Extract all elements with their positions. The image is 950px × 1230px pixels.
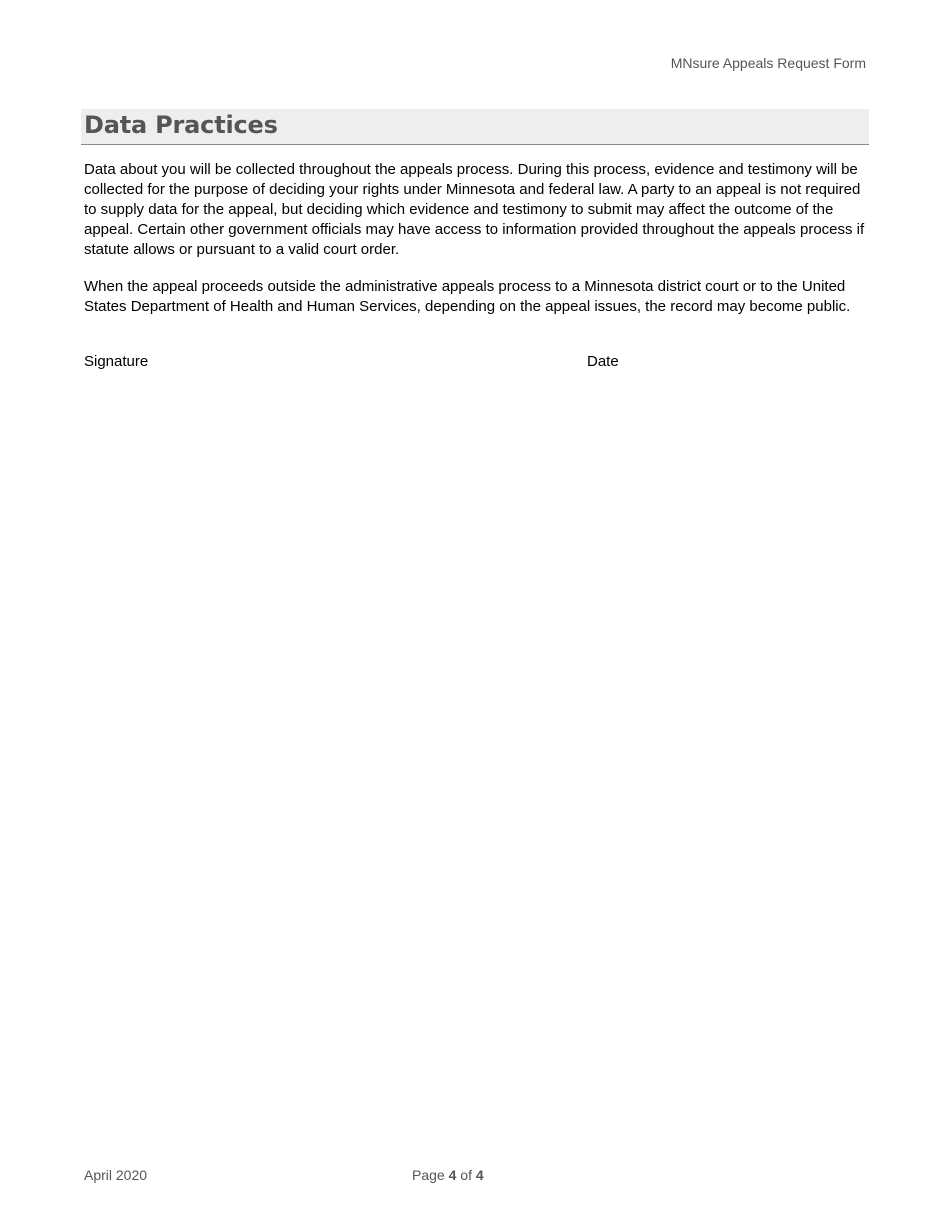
page-header-title: MNsure Appeals Request Form [670,55,866,71]
page-number [412,1167,484,1183]
section-header [81,109,869,145]
signature-label: Signature [84,353,149,370]
page-prefix: Page [412,1167,445,1183]
data-practices-paragraph-1: Data about you will be collected throughout the appeals process. During this process, evidence and testimony will be collected for the purpose of deciding your rights under Minnesota and federal law. A party to an appeal is not required to supply data for the appeal, but deciding which evidence and testimony to submit may affect the outcome of the appeal. Certain other government officials may have access to information provided throughout the appeals process if statute allows or pursuant to a valid court order. [84,161,865,258]
date-label: Date [587,353,619,370]
footer-date: April 2020 [84,1167,148,1183]
data-practices-paragraph-2: When the appeal proceeds outside the administrative appeals process to a Minnesota district court or to the United States Department of Health and Human Services, depending on the appeal issues, the record may become public. [84,278,851,315]
page-separator: of [460,1167,472,1183]
page-current: 4 [448,1167,457,1183]
section-title: Data Practices [84,111,278,139]
page-total: 4 [475,1167,484,1183]
